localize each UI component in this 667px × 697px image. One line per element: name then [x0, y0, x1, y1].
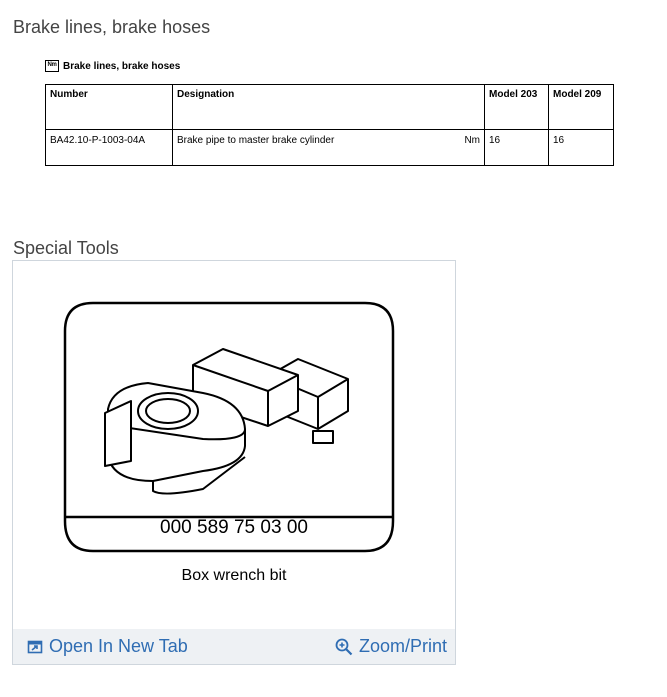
table-row — [46, 130, 614, 166]
tool-part-number: 000 589 75 03 00 — [160, 517, 308, 538]
tool-card-footer — [13, 629, 455, 664]
box-wrench-bit-illustration — [13, 261, 455, 561]
cell-model-209: 16 — [549, 130, 614, 166]
zoom-in-icon — [335, 638, 353, 656]
header-model-203: Model 203 — [485, 85, 549, 130]
open-in-new-tab-label: Open In New Tab — [49, 636, 188, 656]
section-title-torque: Brake lines, brake hoses — [13, 17, 211, 37]
header-model-209: Model 209 — [549, 85, 614, 130]
open-in-new-tab-button[interactable] — [27, 636, 188, 657]
special-tool-card — [12, 260, 456, 665]
cell-unit: Nm — [464, 135, 480, 146]
open-new-tab-icon — [27, 639, 43, 655]
torque-caption-text: Brake lines, brake hoses — [63, 60, 181, 72]
torque-table-caption — [45, 60, 180, 72]
section-title-tools: Special Tools — [13, 238, 119, 258]
tool-name: Box wrench bit — [181, 567, 287, 584]
cell-model-203: 16 — [485, 130, 549, 166]
zoom-print-button[interactable] — [335, 636, 447, 657]
zoom-print-label: Zoom/Print — [358, 636, 447, 656]
cell-number: BA42.10-P-1003-04A — [46, 130, 173, 166]
header-designation: Designation — [173, 85, 485, 130]
cell-designation — [173, 130, 485, 166]
torque-table-header-row — [46, 85, 614, 130]
header-number: Number — [46, 85, 173, 130]
cell-designation-text: Brake pipe to master brake cylinder — [177, 135, 335, 146]
torque-table — [45, 84, 614, 166]
torque-nm-icon: Nm — [45, 60, 59, 72]
